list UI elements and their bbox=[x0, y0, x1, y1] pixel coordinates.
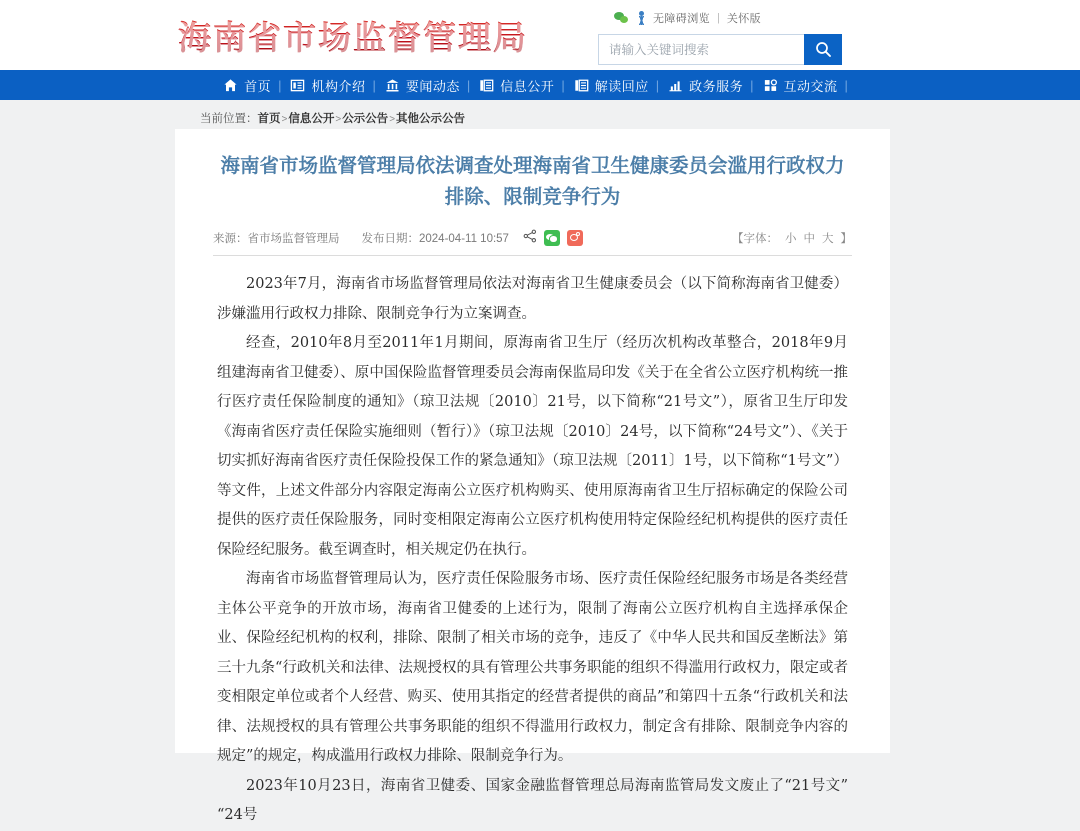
search-button[interactable] bbox=[804, 34, 842, 65]
nav-label-home: 首页 bbox=[244, 78, 272, 94]
breadcrumb-item-home[interactable]: 首页 bbox=[257, 113, 281, 125]
care-version-link[interactable]: 关怀版 bbox=[726, 13, 762, 25]
nav-item-disclosure[interactable] bbox=[479, 76, 554, 95]
article-date bbox=[362, 230, 509, 246]
site-title: 海南省市场监督管理局 bbox=[178, 12, 528, 59]
nav-item-interaction[interactable] bbox=[763, 76, 838, 95]
breadcrumb-prefix: 当前位置： bbox=[200, 113, 258, 125]
search-icon bbox=[815, 41, 832, 58]
breadcrumb-item-disclosure[interactable]: 信息公开 bbox=[288, 113, 335, 125]
search-input[interactable] bbox=[598, 34, 804, 65]
article-paragraph: 经查，2010年8月至2011年1月期间，原海南省卫生厅（经历次机构改革整合，2018年9月组建海南省卫健委）、原中国保险监督管理委员会海南保监局印发《关于在全省公立医疗机构统一推行医疗责任保险制度的通知》（琼卫法规〔2010〕21号，以下简称“21号文”），原省卫生厅印发《海南省医疗责任保险实施细则（暂行）》（琼卫法规〔2010〕24号，以下简称“24号文”）、《关于切实抓好海南省医疗责任保险投保工作的紧急通知》（琼卫法规〔2011〕1号，以下简称“1号文”）等文件，上述文件部分内容限定海南公立医疗机构购买、使用原海南省卫生厅招标确定的保险公司提供的医疗责任保险服务，同时变相限定海南公立医疗机构使用特定保险经纪机构提供的医疗责任保险经纪服务。截至调查时，相关规定仍在执行。 bbox=[217, 335, 848, 558]
nav-separator: | bbox=[372, 77, 376, 93]
share-group bbox=[523, 229, 583, 246]
nav-label-services: 政务服务 bbox=[689, 78, 744, 94]
article-title: 海南省市场监督管理局依法调查处理海南省卫生健康委员会滥用行政权力排除、限制竞争行为 bbox=[220, 155, 845, 208]
bank-columns-icon bbox=[385, 78, 400, 93]
weibo-share-icon[interactable] bbox=[567, 230, 583, 246]
nav-items bbox=[223, 76, 857, 95]
nav-item-news[interactable] bbox=[385, 76, 460, 95]
article-paragraph: 2023年7月，海南省市场监督管理局依法对海南省卫生健康委员会（以下简称海南省卫健委）涉嫌滥用行政权力排除、限制竞争行为立案调查。 bbox=[217, 276, 848, 322]
nav-separator: | bbox=[750, 77, 754, 93]
breadcrumb bbox=[0, 100, 1080, 132]
nav-label-disclosure: 信息公开 bbox=[500, 78, 555, 94]
blocks-icon bbox=[763, 78, 778, 93]
documents-icon bbox=[574, 78, 589, 93]
article-paragraph: 海南省市场监督管理局认为，医疗责任保险服务市场、医疗责任保险经纪服务市场是各类经营主体公平竞争的开放市场，海南省卫健委的上述行为，限制了海南公立医疗机构自主选择承保企业、保险经纪机构的权利，排除、限制了相关市场的竞争，违反了《中华人民共和国反垄断法》第三十九条“行政机关和法律、法规授权的具有管理公共事务职能的组织不得滥用行政权力，限定或者变相限定单位或者个人经营、购买、使用其指定的经营者提供的商品”和第四十五条“行政机关和法律、法规授权的具有管理公共事务职能的组织不得滥用行政权力，制定含有排除、限制竞争内容的规定”的规定，构成滥用行政权力排除、限制竞争行为。 bbox=[217, 571, 848, 764]
accessible-browse-link[interactable]: 无障碍浏览 bbox=[653, 13, 710, 25]
date-value: 2024-04-11 10:57 bbox=[419, 232, 509, 245]
accessibility-person-icon[interactable] bbox=[634, 11, 648, 26]
site-header bbox=[0, 0, 1080, 70]
article-body bbox=[211, 256, 854, 831]
nav-label-interpretation: 解读回应 bbox=[594, 78, 649, 94]
site-logo[interactable] bbox=[178, 8, 528, 62]
breadcrumb-item-notice[interactable]: 公示公告 bbox=[342, 113, 389, 125]
nav-item-institution[interactable] bbox=[290, 76, 365, 95]
article-meta bbox=[211, 223, 854, 255]
nav-label-institution: 机构介绍 bbox=[311, 78, 366, 94]
bar-chart-icon bbox=[668, 78, 683, 93]
article-paragraph: 2023年10月23日，海南省卫健委、国家金融监督管理总局海南监管局发文废止了“21号文”“24号 bbox=[217, 777, 848, 823]
header-right-tools bbox=[598, 8, 848, 65]
nav-separator: | bbox=[561, 77, 565, 93]
article-card bbox=[175, 129, 890, 823]
breadcrumb-separator: > bbox=[335, 114, 342, 125]
font-size-large[interactable]: 大 bbox=[822, 232, 834, 245]
nav-item-interpretation[interactable] bbox=[574, 76, 649, 95]
font-size-close-bracket: 】 bbox=[840, 232, 852, 245]
nav-separator: | bbox=[844, 77, 848, 93]
font-size-controls bbox=[732, 230, 852, 246]
institution-card-icon bbox=[290, 78, 305, 93]
main-navigation bbox=[0, 70, 1080, 100]
font-size-open-bracket: 【字体： bbox=[732, 232, 778, 245]
nav-label-interaction: 互动交流 bbox=[783, 78, 838, 94]
share-nodes-icon[interactable] bbox=[523, 229, 537, 246]
font-size-small[interactable]: 小 bbox=[785, 232, 797, 245]
accessibility-separator: | bbox=[717, 12, 720, 24]
search-bar bbox=[598, 34, 842, 65]
font-size-medium[interactable]: 中 bbox=[803, 232, 815, 245]
accessibility-bar bbox=[598, 8, 848, 28]
breadcrumb-separator: > bbox=[281, 114, 288, 125]
date-label: 发布日期： bbox=[361, 232, 419, 245]
home-icon bbox=[223, 78, 238, 93]
nav-item-services[interactable] bbox=[668, 76, 743, 95]
documents-icon bbox=[479, 78, 494, 93]
breadcrumb-item-other-notice[interactable]: 其他公示公告 bbox=[396, 113, 466, 125]
source-label: 来源： bbox=[213, 232, 248, 245]
breadcrumb-separator: > bbox=[389, 114, 396, 125]
wechat-icon[interactable] bbox=[614, 12, 629, 25]
source-value: 省市场监督管理局 bbox=[247, 232, 340, 245]
nav-item-home[interactable] bbox=[223, 76, 271, 95]
article-source bbox=[213, 230, 340, 246]
nav-label-news: 要闻动态 bbox=[405, 78, 460, 94]
nav-separator: | bbox=[466, 77, 471, 93]
wechat-share-icon[interactable] bbox=[544, 230, 560, 246]
nav-separator: | bbox=[655, 77, 660, 93]
nav-separator: | bbox=[278, 77, 282, 93]
